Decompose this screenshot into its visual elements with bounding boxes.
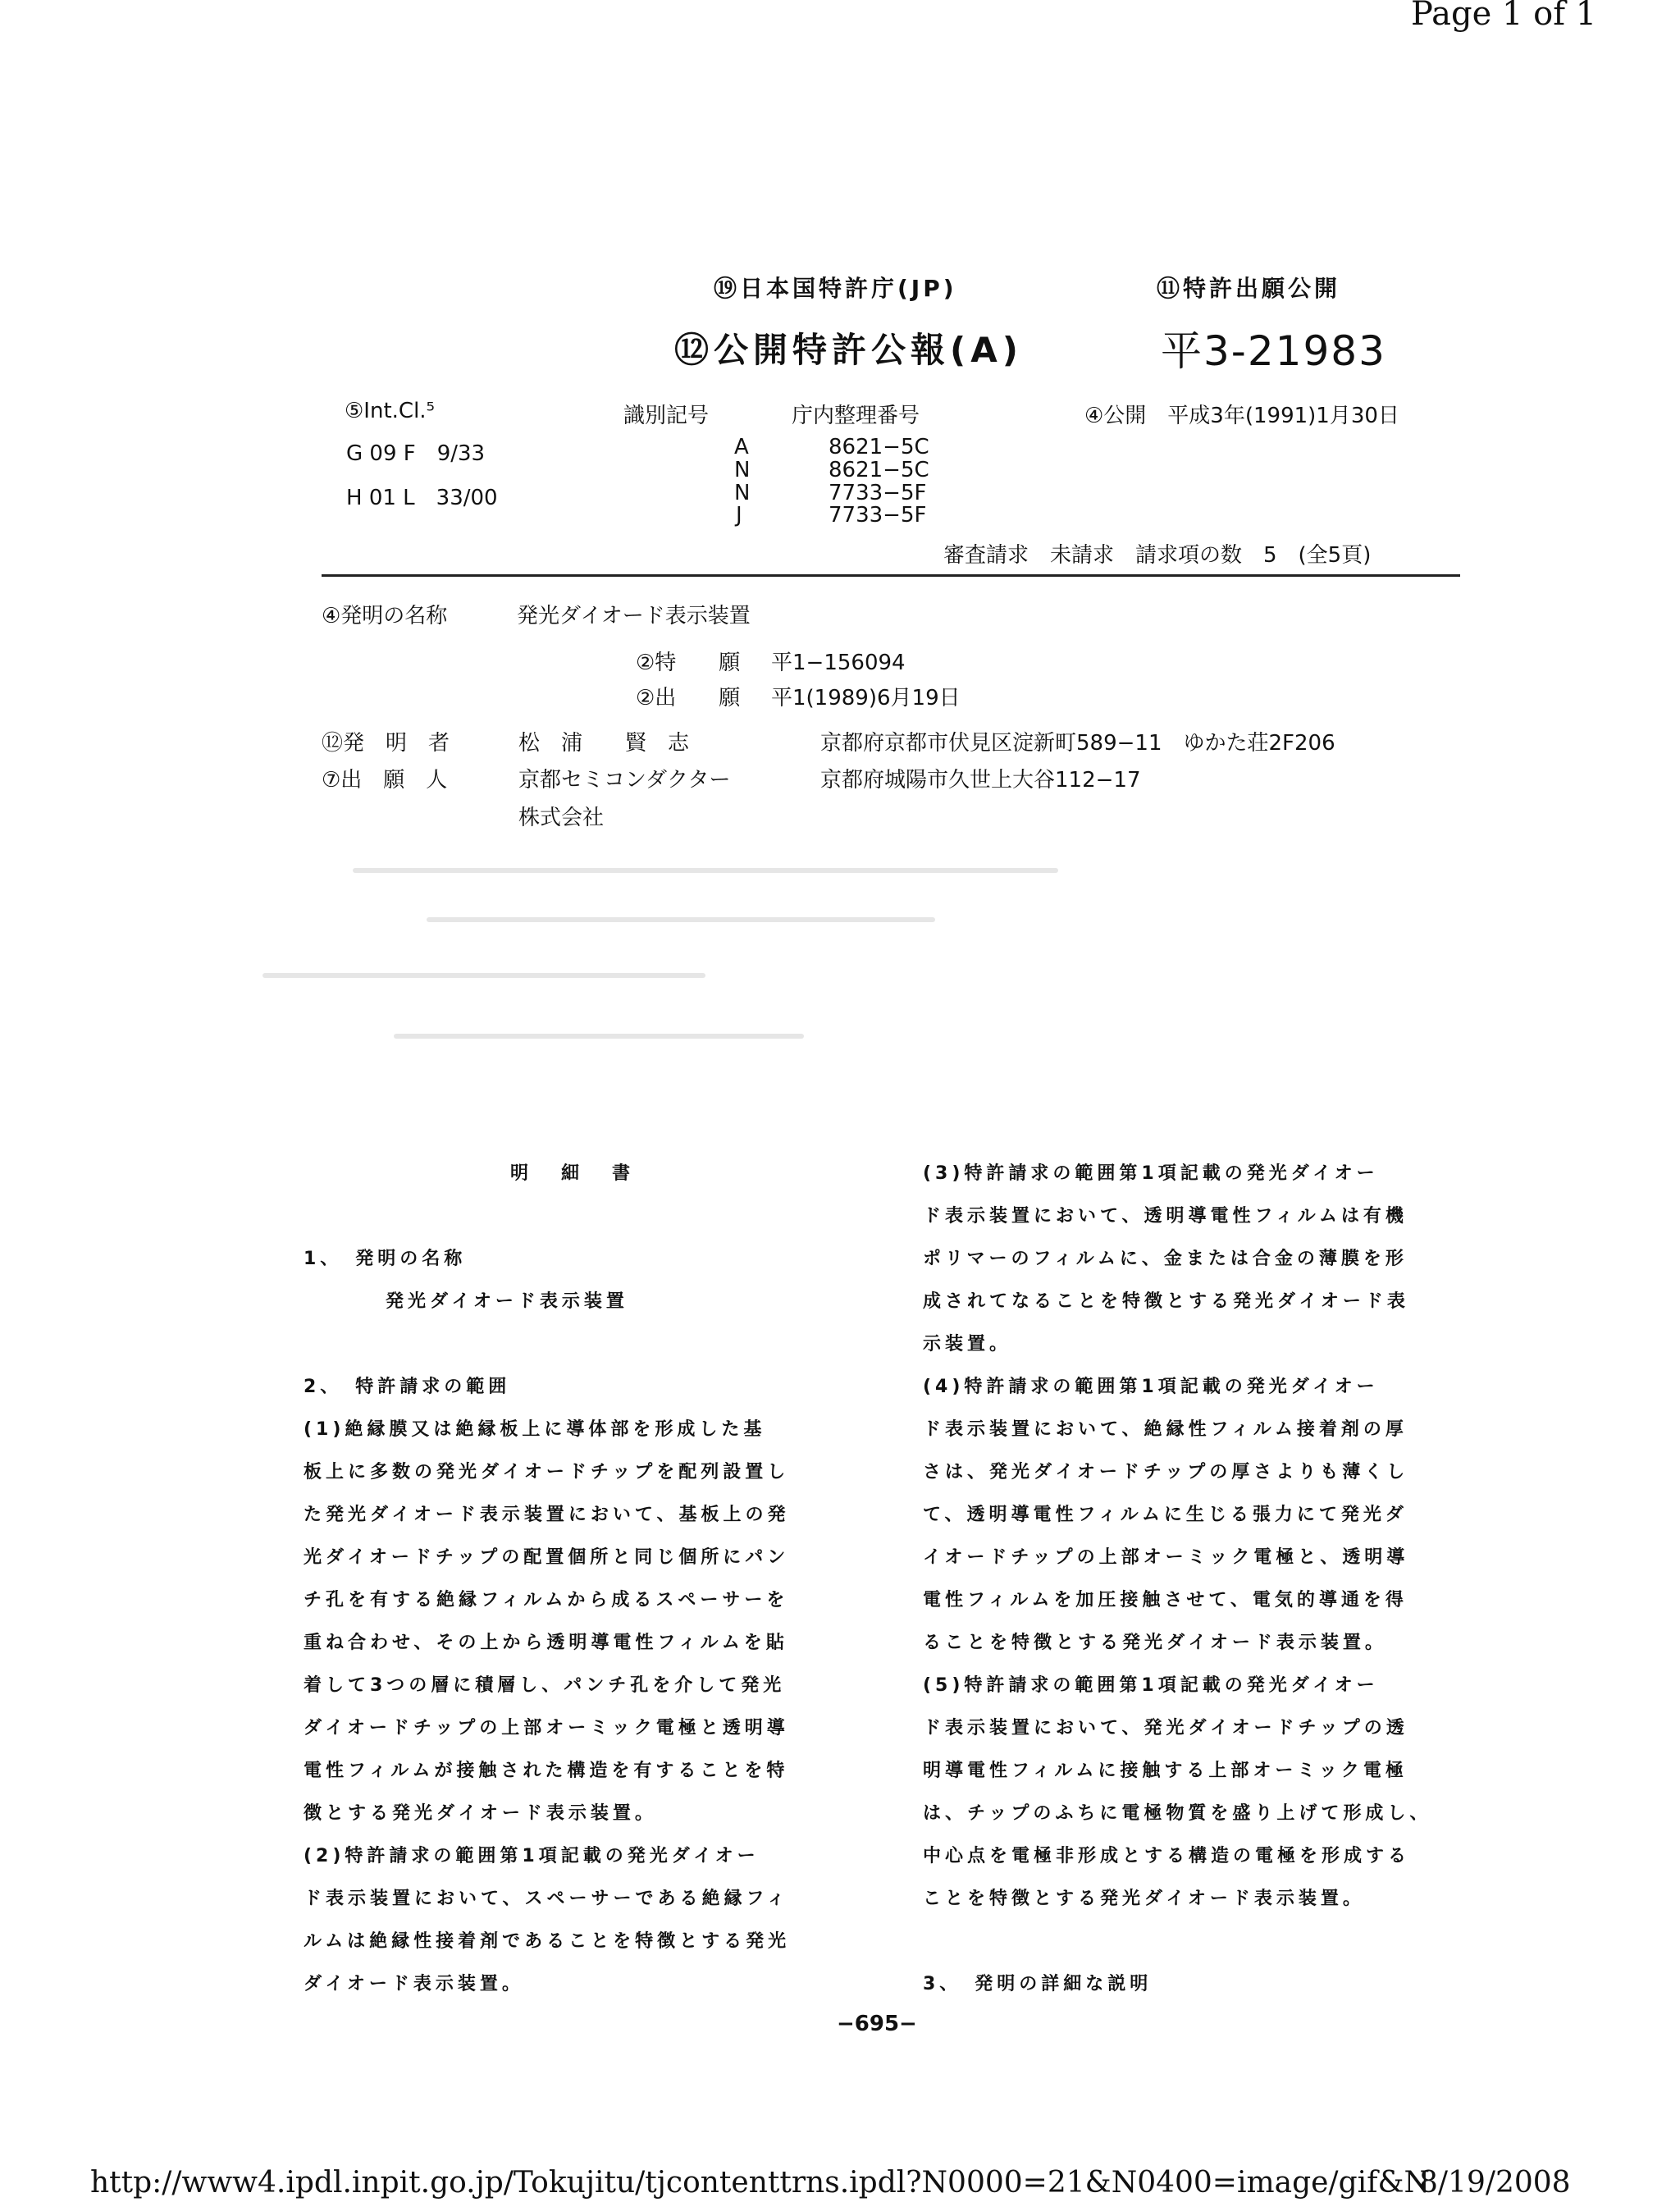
text-line: ド表示装置において、絶縁性フィルム接着剤の厚 bbox=[923, 1419, 1408, 1440]
office-number-label: 庁内整理番号 bbox=[792, 404, 920, 428]
invention-title: 発光ダイオード表示装置 bbox=[517, 604, 751, 628]
document-heading: 明細書 bbox=[509, 1163, 663, 1184]
intcl-label: ⑤Int.Cl.⁵ bbox=[345, 399, 435, 423]
identification-code-label: 識別記号 bbox=[623, 404, 710, 428]
office-number: 7733−5F bbox=[829, 503, 927, 528]
inventor-name: 松 浦 賢 志 bbox=[518, 731, 690, 756]
classification-2: H 01 L 33/00 bbox=[346, 486, 498, 510]
text-line: ダイオード表示装置。 bbox=[304, 1974, 524, 1994]
text-line: さは、発光ダイオードチップの厚さよりも薄くし bbox=[923, 1462, 1409, 1482]
text-line: チ孔を有する絶縁フィルムから成るスペーサーを bbox=[304, 1590, 789, 1610]
text-line: 徴とする発光ダイオード表示装置。 bbox=[304, 1803, 657, 1824]
text-line: て、透明導電性フィルムに生じる張力にて発光ダ bbox=[923, 1505, 1408, 1525]
text-line: ダイオードチップの上部オーミック電極と透明導 bbox=[304, 1718, 789, 1738]
gazette-title: ⑫公開特許公報(A) bbox=[674, 330, 1023, 370]
page-number: −695− bbox=[837, 2012, 917, 2036]
text-line: ド表示装置において、スペーサーである絶縁フィ bbox=[304, 1889, 789, 1909]
scan-smudge bbox=[427, 917, 935, 922]
office-number: 8621−5C bbox=[829, 435, 929, 459]
filing-date-label: ②出 願 bbox=[636, 686, 741, 710]
text-line: ド表示装置において、発光ダイオードチップの透 bbox=[923, 1718, 1408, 1738]
text-line: ド表示装置において、透明導電性フィルムは有機 bbox=[923, 1206, 1408, 1227]
text-line: 中心点を電極非形成とする構造の電極を形成する bbox=[923, 1846, 1411, 1866]
text-line: 電性フィルムが接触された構造を有することを特 bbox=[304, 1761, 789, 1781]
page-counter: Page 1 of 1 bbox=[1411, 0, 1597, 33]
examination-status: 審査請求 未請求 請求項の数 5 (全5頁) bbox=[943, 543, 1372, 568]
section-heading: 1、 発明の名称 bbox=[304, 1249, 467, 1269]
applicant-name: 京都セミコンダクター bbox=[518, 768, 731, 793]
text-line: (2)特許請求の範囲第1項記載の発光ダイオー bbox=[304, 1846, 760, 1866]
applicant-address: 京都府城陽市久世上大谷112−17 bbox=[820, 768, 1141, 793]
text-line: (3)特許請求の範囲第1項記載の発光ダイオー bbox=[923, 1163, 1379, 1184]
text-line: た発光ダイオード表示装置において、基板上の発 bbox=[304, 1505, 790, 1525]
text-line: は、チップのふちに電極物質を盛り上げて形成し、 bbox=[923, 1803, 1432, 1824]
section-heading: 3、 発明の詳細な説明 bbox=[923, 1974, 1153, 1994]
applicant-label: ⑦出 願 人 bbox=[322, 768, 448, 793]
patent-office-label: ⑲日本国特許庁(JP) bbox=[714, 275, 957, 302]
filing-date: 平1(1989)6月19日 bbox=[771, 686, 961, 710]
text-line: (5)特許請求の範囲第1項記載の発光ダイオー bbox=[923, 1675, 1379, 1696]
text-line: 明導電性フィルムに接触する上部オーミック電極 bbox=[923, 1761, 1408, 1781]
text-line: 示装置。 bbox=[923, 1334, 1012, 1354]
id-code: N bbox=[734, 481, 751, 505]
office-number: 8621−5C bbox=[829, 458, 929, 482]
text-line: ことを特徴とする発光ダイオード表示装置。 bbox=[923, 1889, 1365, 1909]
text-line: 板上に多数の発光ダイオードチップを配列設置し bbox=[304, 1462, 790, 1482]
publication-type-label: ⑪特許出願公開 bbox=[1157, 275, 1341, 302]
id-code: J bbox=[736, 503, 742, 528]
scan-smudge bbox=[353, 868, 1058, 873]
application-number: 平1−156094 bbox=[771, 651, 906, 675]
text-line: 重ね合わせ、その上から透明導電性フィルムを貼 bbox=[304, 1633, 788, 1653]
section-heading: 2、 特許請求の範囲 bbox=[304, 1377, 511, 1397]
application-number-label: ②特 願 bbox=[636, 651, 741, 675]
applicant-name-line2: 株式会社 bbox=[518, 806, 605, 830]
footer-url: http://www4.ipdl.inpit.go.jp/Tokujitu/tjcontenttrns.ipdl?N0000=21&N0400=image/gif&N bbox=[90, 2166, 1430, 2200]
header-rule bbox=[322, 574, 1460, 577]
office-number: 7733−5F bbox=[829, 481, 927, 505]
text-line: 光ダイオードチップの配置個所と同じ個所にパン bbox=[304, 1547, 790, 1568]
id-code: N bbox=[734, 458, 751, 482]
inventor-address: 京都府京都市伏見区淀新町589−11 ゆかた荘2F206 bbox=[820, 731, 1335, 756]
inventor-label: ⑫発 明 者 bbox=[322, 731, 450, 756]
scan-smudge bbox=[262, 973, 705, 978]
publication-date: ④公開 平成3年(1991)1月30日 bbox=[1084, 404, 1399, 428]
classification-1: G 09 F 9/33 bbox=[346, 441, 486, 466]
footer-date: 8/19/2008 bbox=[1419, 2166, 1571, 2200]
text-line: イオードチップの上部オーミック電極と、透明導 bbox=[923, 1547, 1409, 1568]
text-line: (1)絶縁膜又は絶縁板上に導体部を形成した基 bbox=[304, 1419, 766, 1440]
id-code: A bbox=[734, 435, 749, 459]
text-line: 成されてなることを特徴とする発光ダイオード表 bbox=[923, 1291, 1409, 1312]
text-line: ポリマーのフィルムに、金または合金の薄膜を形 bbox=[923, 1249, 1408, 1269]
body-left-column bbox=[304, 1153, 870, 2006]
text-line: (4)特許請求の範囲第1項記載の発光ダイオー bbox=[923, 1377, 1379, 1397]
body-right-column bbox=[923, 1153, 1497, 2006]
text-line: ることを特徴とする発光ダイオード表示装置。 bbox=[923, 1633, 1387, 1653]
scan-smudge bbox=[394, 1034, 804, 1039]
text-line: ルムは絶縁性接着剤であることを特徴とする発光 bbox=[304, 1931, 791, 1952]
text-line: 発光ダイオード表示装置 bbox=[386, 1291, 628, 1312]
invention-title-label: ④発明の名称 bbox=[322, 604, 448, 628]
text-line: 着して3つの層に積層し、パンチ孔を介して発光 bbox=[304, 1675, 786, 1696]
publication-number: 平3-21983 bbox=[1161, 327, 1386, 375]
text-line: 電性フィルムを加圧接触させて、電気的導通を得 bbox=[923, 1590, 1408, 1610]
